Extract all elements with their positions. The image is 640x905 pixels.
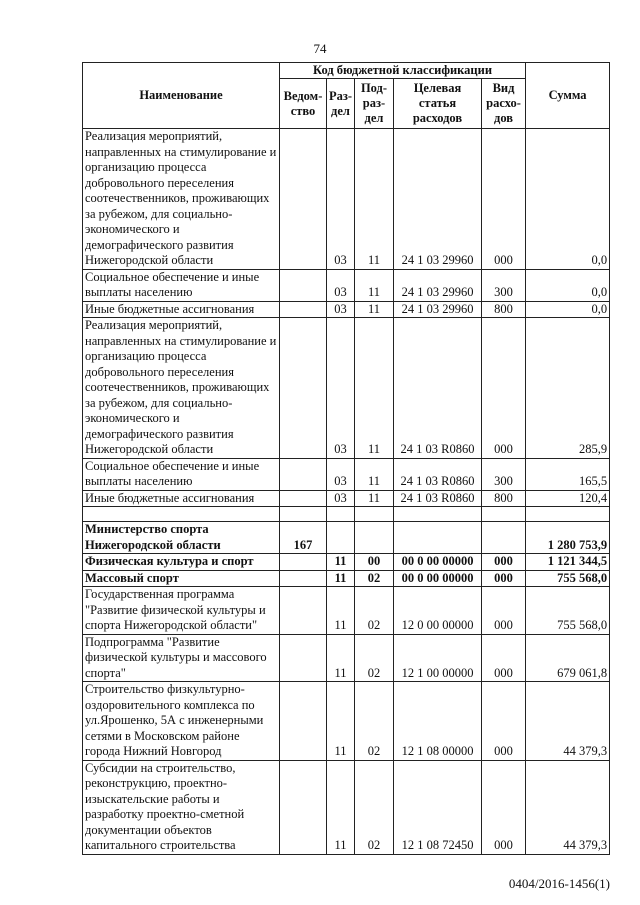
row-target-cell: 12 1 00 00000 — [394, 634, 482, 682]
row-name-cell — [83, 507, 280, 522]
row-vedomstvo-cell — [280, 507, 327, 522]
row-target-cell: 00 0 00 00000 — [394, 554, 482, 571]
page-number: 74 — [313, 41, 327, 56]
row-name-cell: Подпрограмма "Развитие физической культуры и массового спорта" — [83, 634, 280, 682]
row-name-cell: Министерство спорта Нижегородской области — [83, 522, 280, 554]
row-vid-cell: 800 — [482, 301, 526, 318]
header-vedomstvo: Ведом-ство — [280, 79, 327, 129]
budget-table — [82, 62, 610, 855]
row-podrazdel-cell: 02 — [355, 587, 394, 635]
header-name: Наименование — [83, 63, 280, 129]
row-vedomstvo-cell — [280, 554, 327, 571]
row-vid-cell: 800 — [482, 490, 526, 507]
row-vedomstvo-cell — [280, 760, 327, 854]
row-sum-cell: 44 379,3 — [526, 682, 610, 761]
row-podrazdel-cell: 11 — [355, 269, 394, 301]
row-sum-cell: 0,0 — [526, 269, 610, 301]
table-row — [83, 490, 610, 507]
header-vid: Вид расхо-дов — [482, 79, 526, 129]
row-vedomstvo-cell — [280, 634, 327, 682]
row-target-cell: 24 1 03 R0860 — [394, 490, 482, 507]
row-vedomstvo-cell — [280, 587, 327, 635]
row-vid-cell — [482, 507, 526, 522]
row-vid-cell: 300 — [482, 269, 526, 301]
row-name-cell: Государственная программа "Развитие физической культуры и спорта Нижегородской области" — [83, 587, 280, 635]
table-row — [83, 318, 610, 459]
row-razdel-cell: 11 — [327, 682, 355, 761]
row-vedomstvo-cell — [280, 269, 327, 301]
row-razdel-cell — [327, 507, 355, 522]
row-podrazdel-cell: 02 — [355, 570, 394, 587]
row-sum-cell — [526, 507, 610, 522]
row-name-cell: Социальное обеспечение и иные выплаты населению — [83, 458, 280, 490]
header-target: Целевая статья расходов — [394, 79, 482, 129]
row-target-cell: 00 0 00 00000 — [394, 570, 482, 587]
row-name-cell: Реализация мероприятий, направленных на стимулирование и организацию процесса добровольного переселения соотечественников, проживающих за рубежом, для социально-экономического и демографического развития Нижегородской области — [83, 318, 280, 459]
table-row — [83, 682, 610, 761]
row-razdel-cell: 11 — [327, 634, 355, 682]
row-razdel-cell: 11 — [327, 760, 355, 854]
row-razdel-cell: 03 — [327, 129, 355, 270]
table-row — [83, 760, 610, 854]
row-name-cell: Социальное обеспечение и иные выплаты населению — [83, 269, 280, 301]
row-target-cell: 24 1 03 R0860 — [394, 318, 482, 459]
row-name-cell: Массовый спорт — [83, 570, 280, 587]
row-vid-cell: 000 — [482, 682, 526, 761]
row-sum-cell: 679 061,8 — [526, 634, 610, 682]
row-sum-cell: 285,9 — [526, 318, 610, 459]
row-name-cell: Реализация мероприятий, направленных на стимулирование и организацию процесса добровольного переселения соотечественников, проживающих за рубежом, для социально-экономического и демографического развития Нижегородской области — [83, 129, 280, 270]
row-razdel-cell: 03 — [327, 301, 355, 318]
table-row — [83, 522, 610, 554]
row-vid-cell: 000 — [482, 634, 526, 682]
row-razdel-cell: 03 — [327, 490, 355, 507]
row-podrazdel-cell: 02 — [355, 760, 394, 854]
row-podrazdel-cell — [355, 507, 394, 522]
row-sum-cell: 1 121 344,5 — [526, 554, 610, 571]
row-sum-cell: 755 568,0 — [526, 570, 610, 587]
row-vid-cell: 000 — [482, 554, 526, 571]
row-razdel-cell: 11 — [327, 570, 355, 587]
row-razdel-cell: 11 — [327, 554, 355, 571]
table-header — [83, 63, 610, 129]
row-podrazdel-cell: 02 — [355, 634, 394, 682]
row-target-cell: 24 1 03 29960 — [394, 129, 482, 270]
row-podrazdel-cell — [355, 522, 394, 554]
row-podrazdel-cell: 11 — [355, 301, 394, 318]
header-podrazdel: Под-раз-дел — [355, 79, 394, 129]
row-target-cell: 24 1 03 R0860 — [394, 458, 482, 490]
row-vedomstvo-cell — [280, 570, 327, 587]
row-target-cell: 12 1 08 00000 — [394, 682, 482, 761]
row-sum-cell: 44 379,3 — [526, 760, 610, 854]
table-row — [83, 587, 610, 635]
table-row — [83, 458, 610, 490]
row-vedomstvo-cell — [280, 318, 327, 459]
row-vid-cell: 300 — [482, 458, 526, 490]
document-code: 0404/2016-1456(1) — [508, 876, 610, 891]
row-razdel-cell: 03 — [327, 318, 355, 459]
header-sum: Сумма — [526, 63, 610, 129]
row-sum-cell: 755 568,0 — [526, 587, 610, 635]
table-body — [83, 129, 610, 855]
row-target-cell — [394, 522, 482, 554]
row-sum-cell: 0,0 — [526, 301, 610, 318]
table-row — [83, 507, 610, 522]
table-row — [83, 129, 610, 270]
row-podrazdel-cell: 02 — [355, 682, 394, 761]
row-name-cell: Субсидии на строительство, реконструкцию, проектно-изыскательские работы и разработку проектно-сметной документации объектов капитального строительства — [83, 760, 280, 854]
row-podrazdel-cell: 11 — [355, 318, 394, 459]
row-vid-cell: 000 — [482, 318, 526, 459]
row-razdel-cell: 11 — [327, 587, 355, 635]
row-vedomstvo-cell — [280, 682, 327, 761]
row-name-cell: Иные бюджетные ассигнования — [83, 301, 280, 318]
row-name-cell: Физическая культура и спорт — [83, 554, 280, 571]
row-vedomstvo-cell — [280, 458, 327, 490]
table-row — [83, 570, 610, 587]
row-razdel-cell: 03 — [327, 458, 355, 490]
row-vedomstvo-cell: 167 — [280, 522, 327, 554]
row-vedomstvo-cell — [280, 301, 327, 318]
header-classification-group: Код бюджетной классификации — [280, 63, 526, 79]
row-target-cell: 12 0 00 00000 — [394, 587, 482, 635]
row-vid-cell: 000 — [482, 587, 526, 635]
row-vedomstvo-cell — [280, 129, 327, 270]
row-vid-cell: 000 — [482, 570, 526, 587]
row-target-cell — [394, 507, 482, 522]
row-target-cell: 24 1 03 29960 — [394, 269, 482, 301]
table-row — [83, 634, 610, 682]
row-sum-cell: 120,4 — [526, 490, 610, 507]
table-row — [83, 301, 610, 318]
row-sum-cell: 165,5 — [526, 458, 610, 490]
row-razdel-cell — [327, 522, 355, 554]
row-podrazdel-cell: 11 — [355, 458, 394, 490]
table-row — [83, 554, 610, 571]
row-vid-cell — [482, 522, 526, 554]
row-vid-cell: 000 — [482, 129, 526, 270]
row-sum-cell: 0,0 — [526, 129, 610, 270]
row-podrazdel-cell: 11 — [355, 129, 394, 270]
row-vid-cell: 000 — [482, 760, 526, 854]
row-sum-cell: 1 280 753,9 — [526, 522, 610, 554]
row-target-cell: 24 1 03 29960 — [394, 301, 482, 318]
table-row — [83, 269, 610, 301]
header-razdel: Раз-дел — [327, 79, 355, 129]
row-razdel-cell: 03 — [327, 269, 355, 301]
row-target-cell: 12 1 08 72450 — [394, 760, 482, 854]
row-podrazdel-cell: 00 — [355, 554, 394, 571]
row-podrazdel-cell: 11 — [355, 490, 394, 507]
row-name-cell: Иные бюджетные ассигнования — [83, 490, 280, 507]
row-vedomstvo-cell — [280, 490, 327, 507]
row-name-cell: Строительство физкультурно-оздоровительного комплекса по ул.Ярошенко, 5А с инженерными сетями в Московском районе города Нижний Новгород — [83, 682, 280, 761]
